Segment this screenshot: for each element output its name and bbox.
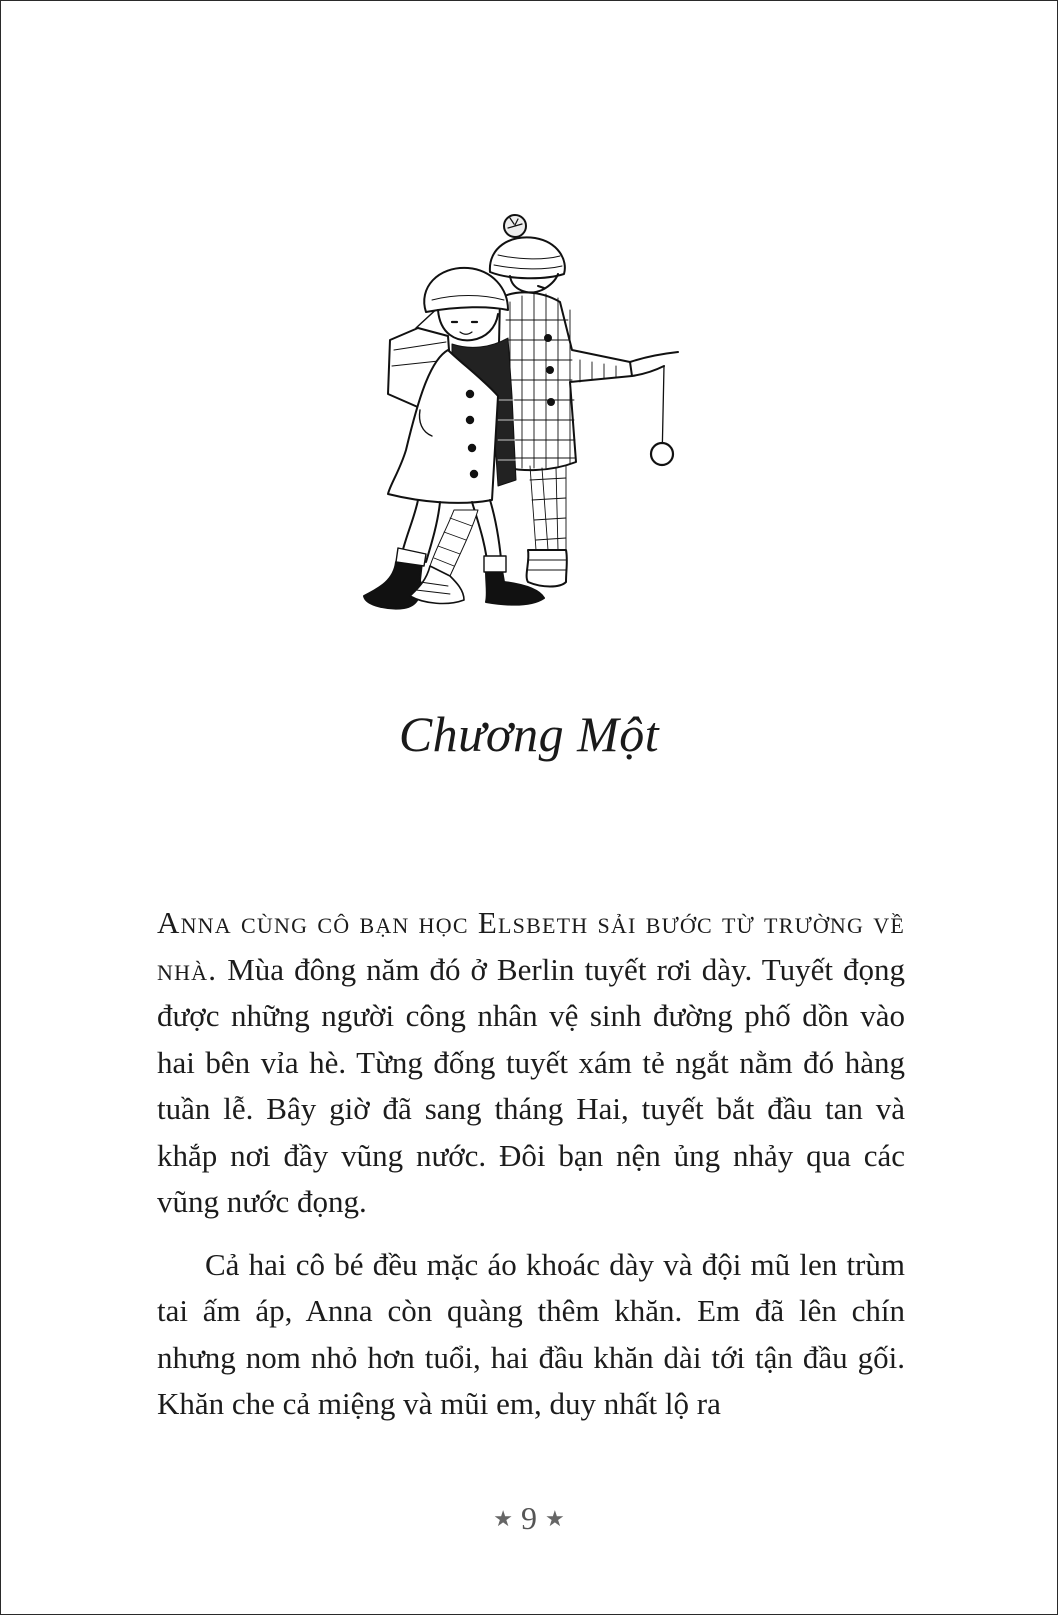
body-text xyxy=(157,900,905,1428)
paragraph-1-smallcaps-opening: Anna cùng cô bạn học Elsbeth sải bước từ trường về nhà. xyxy=(157,905,905,987)
illustration-two-girls xyxy=(360,210,700,655)
paragraph-1-rest: Mùa đông năm đó ở Berlin tuyết rơi dày. Tuyết đọng được những người công nhân vệ sinh đường phố dồn vào hai bên vỉa hè. Từng đống tuyết xám tẻ ngắt nằm đó hàng tuần lễ. Bây giờ đã sang tháng Hai, tuyết bắt đầu tan và khắp nơi đầy vũng nước. Đôi bạn nện ủng nhảy qua các vũng nước đọng. xyxy=(157,951,905,1219)
page-number: 9 xyxy=(521,1500,537,1536)
star-icon: ★ xyxy=(493,1506,513,1531)
taller-girl-figure xyxy=(490,215,678,587)
paragraph-1 xyxy=(157,900,905,1226)
star-icon: ★ xyxy=(545,1506,565,1531)
chapter-title: Chương Một xyxy=(398,706,660,762)
paragraph-2: Cả hai cô bé đều mặc áo khoác dày và đội mũ len trùm tai ấm áp, Anna còn quàng thêm khăn. Em đã lên chín nhưng nom nhỏ hơn tuổi, hai đầu khăn dài tới tận đầu gối. Khăn che cả miệng và mũi em, duy nhất lộ ra xyxy=(157,1246,905,1421)
page-footer xyxy=(0,1500,1058,1537)
